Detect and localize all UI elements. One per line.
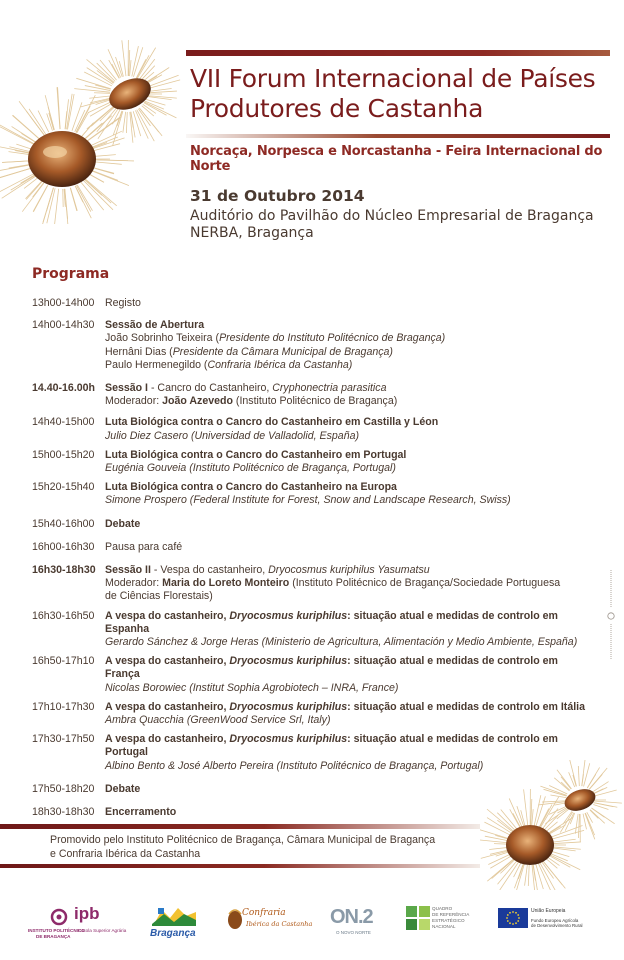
schedule-text: Cryphonectria parasitica (272, 382, 387, 395)
schedule-time: 15h20-15h40 (32, 481, 95, 494)
schedule-text: Ambra Quacchia (GreenWood Service Srl, Italy) (105, 714, 331, 727)
schedule-content (105, 449, 592, 475)
schedule-line (105, 332, 592, 345)
schedule-text: : situação atual e medidas de controlo em Itália (347, 700, 586, 713)
schedule-text: - Cancro do Castanheiro, (148, 382, 273, 395)
on2-sub: O NOVO NORTE (336, 930, 371, 935)
schedule-text: Gerardo Sánchez & Jorge Heras (Ministerio de Agricultura, Alimentación y Medio Ambiente, España) (105, 636, 578, 649)
schedule-content (105, 518, 592, 531)
schedule-time: 17h30-17h50 (32, 733, 95, 746)
schedule-row (32, 783, 592, 796)
eu-sub1: Fundo Europeu Agrícola (531, 918, 579, 923)
schedule-text: A vespa do castanheiro, (105, 733, 230, 746)
schedule-content (105, 701, 592, 727)
schedule-time: 16h30-18h30 (32, 564, 96, 577)
schedule-row (32, 382, 592, 408)
schedule-time: 18h30-18h30 (32, 806, 95, 819)
sponsor-logos (0, 900, 624, 950)
schedule-text: Presidente da Câmara Municipal de Bragança) (172, 345, 393, 358)
schedule-line (105, 494, 592, 507)
schedule-line (105, 481, 592, 494)
schedule-text: João Sobrinho Teixeira ( (105, 332, 220, 345)
qren-line1: QUADRO (432, 906, 453, 911)
schedule-text: (Instituto Politécnico de Bragança) (232, 395, 398, 408)
confraria-logo (226, 906, 316, 937)
schedule-text: Hernâni Dias ( (105, 345, 173, 358)
schedule-row (32, 733, 592, 773)
schedule-time: 16h50-17h10 (32, 655, 95, 668)
eu-sub2: de Desenvolvimento Rural (531, 923, 583, 928)
promoted-by-text (50, 834, 435, 861)
schedule-text: Luta Biológica contra o Cancro do Castanheiro na Europa (105, 481, 397, 494)
schedule-time: 15h00-15h20 (32, 448, 95, 461)
schedule-line (105, 395, 592, 408)
schedule-time: 15h40-16h00 (32, 517, 95, 530)
footer-bottom-bar (0, 864, 480, 868)
event-date: 31 de Outubro 2014 (190, 187, 365, 205)
promo-line1: Promovido pelo Instituto Politécnico de Bragança, Câmara Municipal de Bragança (50, 834, 436, 846)
schedule-content (105, 783, 592, 796)
schedule-text: Encerramento (105, 806, 177, 819)
ipb-school: Escola Superior Agrária (78, 928, 127, 933)
schedule-content (105, 319, 592, 372)
event-title-line1: VII Forum Internacional de Países (190, 64, 596, 93)
venue-line2: NERBA, Bragança (190, 225, 314, 241)
schedule-line (105, 590, 592, 603)
schedule-line (105, 655, 592, 681)
schedule-content (105, 481, 592, 507)
schedule-line (105, 382, 592, 395)
qren-line4: NACIONAL (432, 924, 456, 929)
schedule-text: Pausa para café (105, 540, 183, 553)
schedule-row (32, 481, 592, 507)
schedule-text: Moderador: (105, 577, 163, 590)
schedule-row (32, 610, 592, 650)
schedule-line (105, 610, 592, 636)
schedule-line (105, 319, 592, 332)
schedule-text: Dryocosmus kuriphilus Yasumatsu (268, 564, 430, 577)
schedule-time: 17h50-18h20 (32, 782, 95, 795)
ipb-name2: DE BRAGANÇA (36, 934, 71, 939)
schedule-content (105, 806, 592, 819)
schedule-text: Registo (105, 297, 141, 309)
qren-line2: DE REFERÊNCIA (432, 912, 470, 917)
schedule-row (32, 449, 592, 475)
schedule-content (105, 564, 592, 604)
schedule-text: Nicolas Borowiec (Institut Sophia Agrobiotech – INRA, France) (105, 681, 399, 694)
schedule-text: Dryocosmus kuriphilus (229, 609, 348, 622)
ipb-abbr: ipb (74, 904, 100, 923)
schedule-text: Luta Biológica contra o Cancro do Castanheiro em Portugal (105, 448, 407, 461)
schedule-row (32, 416, 592, 442)
schedule-text: : situação atual e medidas de controlo em Espanha (105, 609, 558, 635)
schedule-text: : situação atual e medidas de controlo em Portugal (105, 733, 558, 759)
schedule-text: - Vespa do castanheiro, (150, 564, 269, 577)
schedule-line (105, 346, 592, 359)
schedule-row (32, 806, 592, 819)
schedule-time: 16h00-16h30 (32, 540, 95, 553)
schedule-time: 16h30-16h50 (32, 609, 95, 622)
schedule-line (105, 577, 592, 590)
schedule-row (32, 319, 592, 372)
schedule-line (105, 636, 592, 649)
schedule-text: Paulo Hermenegildo ( (105, 358, 208, 371)
schedule-text: A vespa do castanheiro, (105, 655, 230, 668)
braganca-text: Bragança (150, 928, 196, 939)
schedule-time: 14h40-15h00 (32, 416, 95, 429)
schedule-content (105, 541, 592, 554)
event-title-line2: Produtores de Castanha (190, 94, 484, 123)
promo-line2: e Confraria Ibérica da Castanha (50, 847, 201, 860)
schedule-content (105, 610, 592, 650)
schedule-content (105, 382, 592, 408)
schedule-content (105, 733, 592, 773)
schedule-text: Dryocosmus kuriphilus (229, 733, 348, 746)
schedule-line (105, 714, 592, 727)
schedule-row (32, 541, 592, 554)
schedule-text: Moderador: (105, 395, 163, 408)
schedule-row (32, 701, 592, 727)
header-bottom-bar (186, 134, 610, 138)
schedule-text: Presidente do Instituto Politécnico de Bragança) (219, 332, 446, 345)
schedule-line (105, 760, 592, 773)
schedule-list (32, 297, 592, 819)
schedule-text: : situação atual e medidas de controlo em França (105, 655, 558, 681)
schedule-time: 14.40-16.00h (32, 382, 96, 395)
header-top-bar (186, 50, 610, 56)
event-title (190, 64, 595, 124)
qren-logo (406, 906, 476, 935)
schedule-row (32, 297, 592, 310)
schedule-text: João Azevedo (162, 395, 233, 408)
schedule-line (105, 733, 592, 759)
schedule-line (105, 701, 592, 714)
schedule-text: Julio Diez Casero (105, 429, 189, 442)
schedule-text: Debate (105, 782, 141, 795)
side-print-mark (606, 570, 616, 660)
confraria-line2: Ibérica da Castanha (246, 920, 313, 928)
schedule-text: Dryocosmus kuriphilus (229, 700, 348, 713)
schedule-text: Albino Bento & José Alberto Pereira (Instituto Politécnico de Bragança, Portugal) (105, 759, 484, 772)
program-heading: Programa (32, 266, 110, 282)
braganca-logo (150, 904, 204, 939)
schedule-line (105, 518, 592, 531)
schedule-line (105, 564, 592, 577)
footer-top-bar (0, 824, 480, 829)
confraria-line1: Confraria (242, 908, 286, 918)
schedule-line (105, 682, 592, 695)
schedule-row (32, 564, 592, 604)
schedule-line (105, 297, 592, 310)
chestnut-burr-illustration-top (0, 14, 190, 224)
venue-line1: Auditório do Pavilhão do Núcleo Empresarial de Bragança (190, 208, 594, 224)
schedule-row (32, 518, 592, 531)
schedule-text: (Universidad de Valladolid, España) (188, 429, 360, 442)
schedule-text: Eugénia Gouveia (Instituto Politécnico de Bragança, Portugal) (105, 462, 396, 475)
schedule-line (105, 783, 592, 796)
schedule-line (105, 449, 592, 462)
schedule-content (105, 416, 592, 442)
schedule-text: Debate (105, 517, 141, 530)
eu-title: União Europeia (531, 908, 566, 914)
eu-logo (498, 908, 608, 933)
schedule-line (105, 462, 592, 475)
event-venue (190, 208, 594, 242)
schedule-line (105, 541, 592, 554)
schedule-text: de Ciências Florestais) (105, 590, 213, 603)
schedule-content (105, 655, 592, 695)
schedule-row (32, 655, 592, 695)
qren-line3: ESTRATÉGICO (432, 918, 465, 923)
schedule-text: (Instituto Politécnico de Bragança/Sociedade Portuguesa (289, 577, 561, 590)
schedule-text: Dryocosmus kuriphilus (229, 655, 348, 668)
schedule-text: A vespa do castanheiro, (105, 609, 230, 622)
schedule-line (105, 430, 592, 443)
on2-text: ON.2 (330, 906, 373, 928)
event-subtitle: Norcaça, Norpesca e Norcastanha - Feira Internacional do Norte (190, 144, 603, 174)
schedule-text: Maria do Loreto Monteiro (162, 577, 290, 590)
schedule-time: 13h00-14h00 (32, 297, 95, 309)
schedule-text: Sessão II (105, 564, 151, 577)
schedule-time: 17h10-17h30 (32, 700, 95, 713)
schedule-line (105, 416, 592, 429)
schedule-text: Luta Biológica contra o Cancro do Castanheiro em Castilla y Léon (105, 416, 439, 429)
schedule-text: A vespa do castanheiro, (105, 700, 230, 713)
ipb-name1: INSTITUTO POLITÉCNICO (28, 928, 85, 933)
schedule-text: Confraria Ibérica da Castanha) (207, 358, 353, 371)
schedule-text: Simone Prospero (Federal Institute for Forest, Snow and Landscape Research, Swiss) (105, 494, 511, 507)
schedule-line (105, 359, 592, 372)
schedule-line (105, 806, 592, 819)
schedule-content (105, 297, 592, 310)
schedule-text: Sessão I (105, 382, 148, 395)
schedule-text: Sessão de Abertura (105, 319, 205, 332)
schedule-time: 14h00-14h30 (32, 319, 95, 332)
